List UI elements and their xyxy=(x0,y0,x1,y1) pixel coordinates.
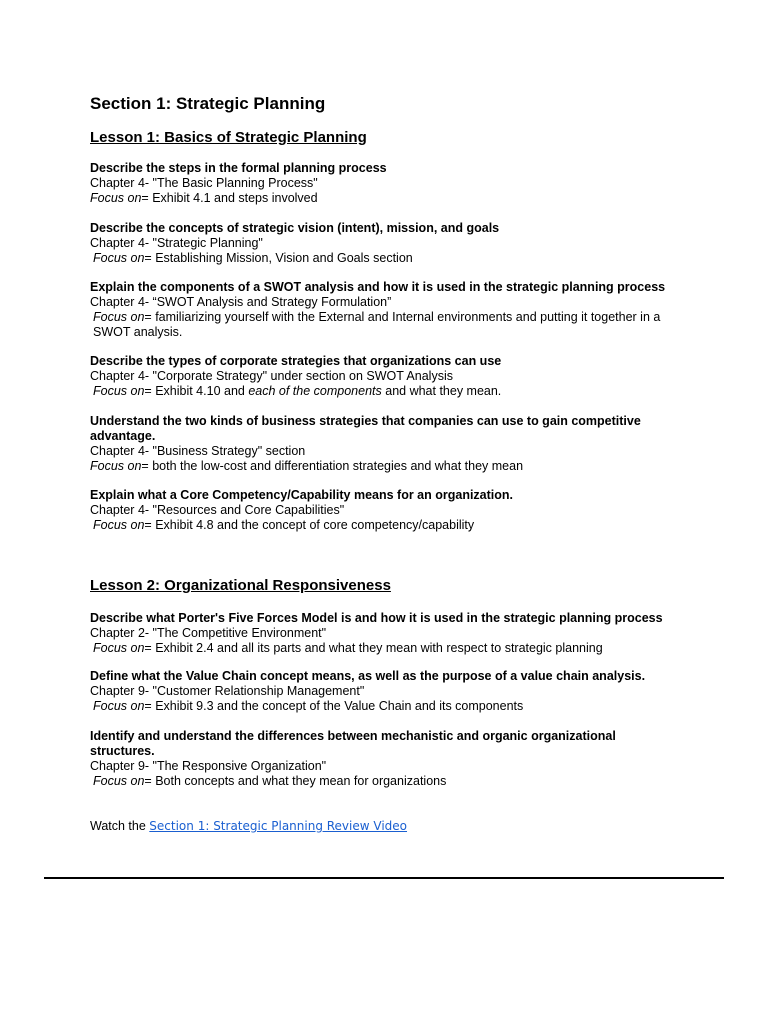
objective-focus xyxy=(90,459,680,474)
focus-label: Focus on xyxy=(93,641,145,655)
focus-text: = Exhibit 4.8 and the concept of core competency/capability xyxy=(144,518,475,532)
focus-text: = Exhibit 9.3 and the concept of the Value Chain and its components xyxy=(144,699,524,713)
objective-heading: Describe the concepts of strategic vision (intent), mission, and goals xyxy=(90,221,500,235)
lesson-2-title: Lesson 2: Organizational Responsiveness xyxy=(90,577,391,594)
focus-text: = Exhibit 4.10 and xyxy=(144,384,249,398)
objective-heading: Define what the Value Chain concept means, as well as the purpose of a value chain analysis. xyxy=(90,669,646,683)
objective-focus xyxy=(90,310,680,340)
focus-label: Focus on xyxy=(93,699,145,713)
lesson-1-objective-3 xyxy=(90,280,680,340)
focus-label: Focus on xyxy=(93,774,145,788)
focus-text: = Exhibit 4.1 and steps involved xyxy=(141,191,318,205)
objective-heading: Understand the two kinds of business strategies that companies can use to gain competitive advantage. xyxy=(90,414,641,443)
objective-chapter: Chapter 4- "Business Strategy" section xyxy=(90,444,306,458)
review-video-link[interactable]: Section 1: Strategic Planning Review Video xyxy=(149,819,408,833)
objective-heading: Explain the components of a SWOT analysis and how it is used in the strategic planning process xyxy=(90,280,666,294)
horizontal-divider xyxy=(44,877,724,879)
lesson-1-objective-2 xyxy=(90,221,680,266)
focus-label: Focus on xyxy=(90,191,142,205)
objective-focus xyxy=(90,774,680,789)
objective-heading: Describe the steps in the formal planning process xyxy=(90,161,387,175)
objective-chapter: Chapter 9- "Customer Relationship Management" xyxy=(90,684,365,698)
lesson-2-objective-3 xyxy=(90,729,680,789)
focus-label: Focus on xyxy=(90,459,142,473)
lesson-1-objective-4 xyxy=(90,354,680,399)
focus-emphasis: each of the components xyxy=(248,384,382,398)
lesson-1-objective-6 xyxy=(90,488,680,533)
focus-label: Focus on xyxy=(93,518,145,532)
objective-heading: Identify and understand the differences between mechanistic and organic organizational structures. xyxy=(90,729,616,758)
objective-focus xyxy=(90,191,680,206)
objective-heading: Describe what Porter's Five Forces Model is and how it is used in the strategic planning process xyxy=(90,611,663,625)
objective-heading: Explain what a Core Competency/Capability means for an organization. xyxy=(90,488,514,502)
objective-focus xyxy=(90,518,680,533)
focus-label: Focus on xyxy=(93,384,145,398)
lesson-2-objective-1 xyxy=(90,611,680,656)
objective-focus xyxy=(90,699,680,714)
focus-text: = both the low-cost and differentiation strategies and what they mean xyxy=(141,459,524,473)
objective-chapter: Chapter 2- "The Competitive Environment" xyxy=(90,626,327,640)
focus-text: = Establishing Mission, Vision and Goals section xyxy=(144,251,413,265)
lesson-1-title: Lesson 1: Basics of Strategic Planning xyxy=(90,129,367,146)
objective-heading: Describe the types of corporate strategies that organizations can use xyxy=(90,354,502,368)
focus-text-end: and what they mean. xyxy=(381,384,502,398)
objective-chapter: Chapter 4- “SWOT Analysis and Strategy Formulation” xyxy=(90,295,392,309)
lesson-2-objective-2 xyxy=(90,669,680,714)
objective-chapter: Chapter 4- "Strategic Planning" xyxy=(90,236,263,250)
lesson-1-objective-5 xyxy=(90,414,680,474)
focus-text: = Exhibit 2.4 and all its parts and what they mean with respect to strategic planning xyxy=(144,641,603,655)
objective-chapter: Chapter 9- "The Responsive Organization" xyxy=(90,759,327,773)
focus-label: Focus on xyxy=(93,251,145,265)
watch-video-line xyxy=(90,819,407,834)
section-title: Section 1: Strategic Planning xyxy=(90,94,326,113)
objective-focus xyxy=(90,251,680,266)
focus-text: = Both concepts and what they mean for organizations xyxy=(144,774,447,788)
objective-focus xyxy=(90,641,680,656)
focus-text: = familiarizing yourself with the External and Internal environments and putting it together in a SWOT analysis. xyxy=(93,310,661,339)
focus-label: Focus on xyxy=(93,310,145,324)
objective-chapter: Chapter 4- "Resources and Core Capabilities" xyxy=(90,503,345,517)
objective-chapter: Chapter 4- "The Basic Planning Process" xyxy=(90,176,318,190)
objective-focus xyxy=(90,384,680,399)
watch-prefix: Watch the xyxy=(90,819,150,833)
objective-chapter: Chapter 4- "Corporate Strategy" under section on SWOT Analysis xyxy=(90,369,453,383)
lesson-1-objective-1 xyxy=(90,161,680,206)
